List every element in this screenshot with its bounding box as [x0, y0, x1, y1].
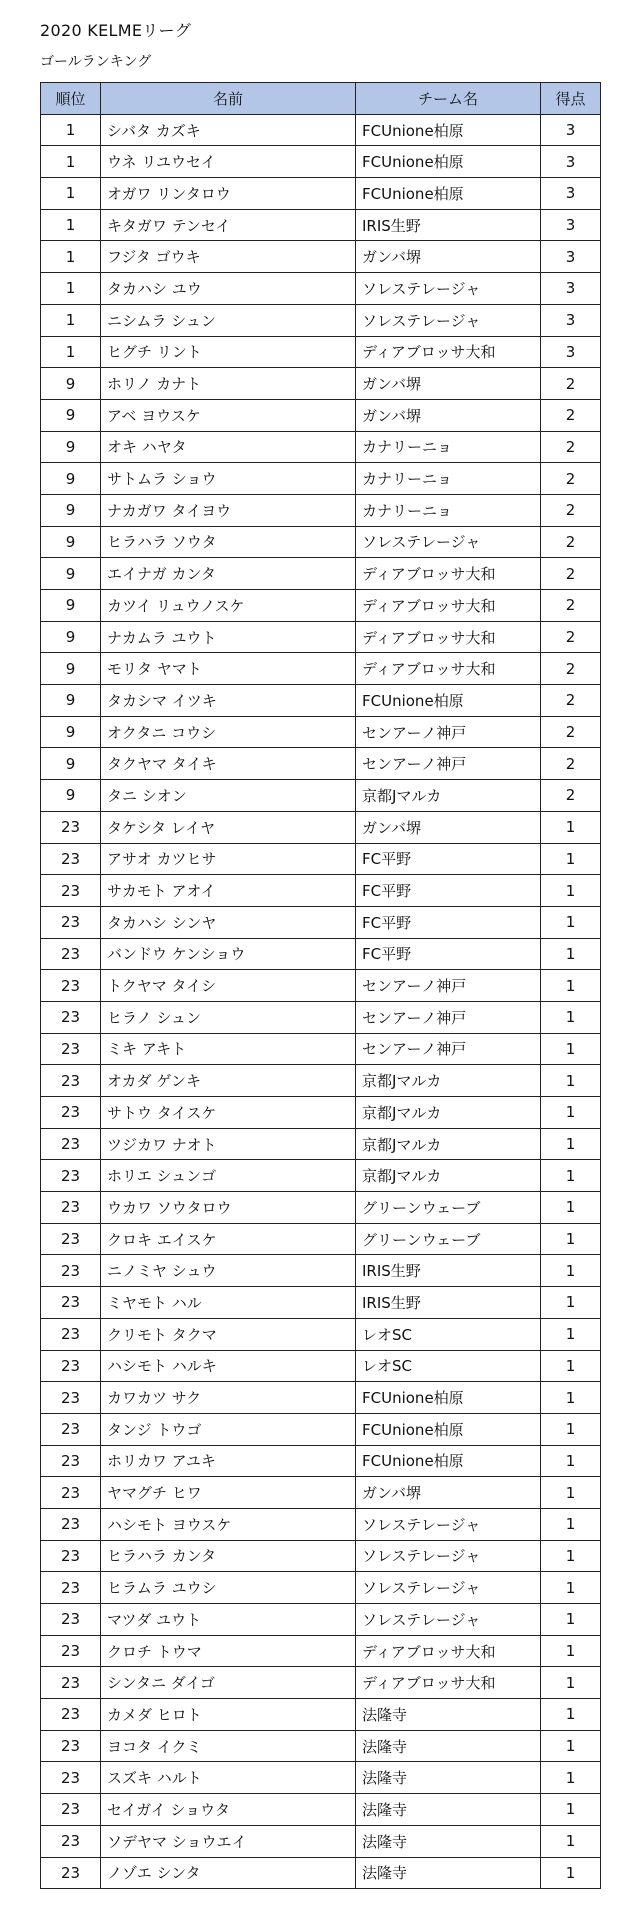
table-row: [41, 1001, 601, 1033]
cell-rank: 9: [41, 685, 101, 717]
cell-rank: 9: [41, 463, 101, 495]
table-row: [41, 558, 601, 590]
table-row: [41, 1318, 601, 1350]
cell-rank: 23: [41, 1318, 101, 1350]
table-row: [41, 1825, 601, 1857]
cell-rank: 23: [41, 1097, 101, 1129]
table-row: [41, 1794, 601, 1826]
cell-rank: 23: [41, 1699, 101, 1731]
cell-player-name: タンジ トウゴ: [101, 1413, 356, 1445]
cell-team-name: ソレステレージャ: [356, 1604, 541, 1636]
cell-player-name: ヤマグチ ヒワ: [101, 1477, 356, 1509]
cell-points: 1: [541, 1033, 601, 1065]
cell-points: 2: [541, 431, 601, 463]
table-row: [41, 970, 601, 1002]
cell-rank: 23: [41, 1255, 101, 1287]
cell-player-name: ハシモト ヨウスケ: [101, 1508, 356, 1540]
cell-rank: 23: [41, 1762, 101, 1794]
cell-team-name: ソレステレージャ: [356, 1508, 541, 1540]
cell-player-name: オキ ハヤタ: [101, 431, 356, 463]
table-row: [41, 146, 601, 178]
cell-player-name: バンドウ ケンショウ: [101, 938, 356, 970]
cell-player-name: タカハシ ユウ: [101, 273, 356, 305]
cell-points: 1: [541, 938, 601, 970]
table-row: [41, 1287, 601, 1319]
cell-player-name: ナカガワ タイヨウ: [101, 494, 356, 526]
cell-team-name: カナリーニョ: [356, 494, 541, 526]
table-row: [41, 685, 601, 717]
cell-player-name: タカハシ シンヤ: [101, 906, 356, 938]
cell-points: 1: [541, 1350, 601, 1382]
table-row: [41, 368, 601, 400]
table-row: [41, 1223, 601, 1255]
cell-rank: 9: [41, 748, 101, 780]
cell-points: 1: [541, 875, 601, 907]
cell-points: 1: [541, 1318, 601, 1350]
cell-rank: 23: [41, 938, 101, 970]
cell-team-name: センアーノ神戸: [356, 716, 541, 748]
cell-rank: 23: [41, 1192, 101, 1224]
cell-points: 1: [541, 1160, 601, 1192]
cell-rank: 23: [41, 1033, 101, 1065]
cell-rank: 9: [41, 780, 101, 812]
cell-team-name: ディアブロッサ大和: [356, 558, 541, 590]
cell-rank: 9: [41, 590, 101, 622]
cell-points: 1: [541, 1730, 601, 1762]
cell-player-name: カワカツ サク: [101, 1382, 356, 1414]
table-row: [41, 716, 601, 748]
table-row: [41, 1128, 601, 1160]
cell-points: 1: [541, 1065, 601, 1097]
header-points: 得点: [541, 83, 601, 115]
cell-player-name: ヒラハラ カンタ: [101, 1540, 356, 1572]
cell-player-name: ミヤモト ハル: [101, 1287, 356, 1319]
cell-team-name: センアーノ神戸: [356, 748, 541, 780]
cell-team-name: ガンバ堺: [356, 368, 541, 400]
cell-team-name: ガンバ堺: [356, 811, 541, 843]
cell-team-name: レオSC: [356, 1318, 541, 1350]
cell-points: 1: [541, 1223, 601, 1255]
cell-points: 2: [541, 716, 601, 748]
cell-rank: 23: [41, 875, 101, 907]
cell-rank: 1: [41, 146, 101, 178]
table-row: [41, 304, 601, 336]
cell-player-name: ヒラハラ ソウタ: [101, 526, 356, 558]
cell-team-name: ディアブロッサ大和: [356, 590, 541, 622]
cell-player-name: クロキ エイスケ: [101, 1223, 356, 1255]
cell-team-name: IRIS生野: [356, 1287, 541, 1319]
table-row: [41, 1350, 601, 1382]
table-row: [41, 843, 601, 875]
cell-team-name: グリーンウェーブ: [356, 1192, 541, 1224]
cell-points: 1: [541, 1825, 601, 1857]
cell-rank: 9: [41, 716, 101, 748]
cell-points: 3: [541, 241, 601, 273]
cell-player-name: ヒラムラ ユウシ: [101, 1572, 356, 1604]
table-row: [41, 653, 601, 685]
cell-player-name: ソデヤマ ショウエイ: [101, 1825, 356, 1857]
table-row: [41, 494, 601, 526]
table-row: [41, 906, 601, 938]
cell-team-name: FC平野: [356, 843, 541, 875]
table-row: [41, 1255, 601, 1287]
table-row: [41, 811, 601, 843]
cell-team-name: FCUnione柏原: [356, 1382, 541, 1414]
cell-team-name: FCUnione柏原: [356, 114, 541, 146]
cell-player-name: クロチ トウマ: [101, 1635, 356, 1667]
cell-player-name: カツイ リュウノスケ: [101, 590, 356, 622]
cell-rank: 23: [41, 1540, 101, 1572]
cell-player-name: シバタ カズキ: [101, 114, 356, 146]
cell-player-name: オガワ リンタロウ: [101, 178, 356, 210]
header-rank: 順位: [41, 83, 101, 115]
cell-team-name: 法隆寺: [356, 1794, 541, 1826]
cell-points: 2: [541, 780, 601, 812]
cell-points: 1: [541, 1255, 601, 1287]
table-row: [41, 1604, 601, 1636]
cell-player-name: アサオ カツヒサ: [101, 843, 356, 875]
table-row: [41, 1477, 601, 1509]
cell-player-name: オカダ ゲンキ: [101, 1065, 356, 1097]
cell-team-name: 京都Jマルカ: [356, 780, 541, 812]
cell-points: 1: [541, 1540, 601, 1572]
cell-player-name: ホリカワ アユキ: [101, 1445, 356, 1477]
cell-player-name: フジタ ゴウキ: [101, 241, 356, 273]
cell-points: 1: [541, 1699, 601, 1731]
table-row: [41, 590, 601, 622]
cell-player-name: トクヤマ タイシ: [101, 970, 356, 1002]
table-row: [41, 431, 601, 463]
cell-points: 2: [541, 621, 601, 653]
cell-player-name: サトウ タイスケ: [101, 1097, 356, 1129]
cell-points: 2: [541, 590, 601, 622]
cell-points: 1: [541, 970, 601, 1002]
cell-player-name: シンタニ ダイゴ: [101, 1667, 356, 1699]
cell-player-name: スズキ ハルト: [101, 1762, 356, 1794]
table-row: [41, 1097, 601, 1129]
header-name: 名前: [101, 83, 356, 115]
table-row: [41, 1508, 601, 1540]
cell-points: 1: [541, 1635, 601, 1667]
table-header-row: [41, 83, 601, 115]
cell-points: 3: [541, 336, 601, 368]
cell-player-name: サトムラ ショウ: [101, 463, 356, 495]
cell-rank: 23: [41, 1350, 101, 1382]
cell-rank: 23: [41, 906, 101, 938]
cell-rank: 1: [41, 304, 101, 336]
cell-points: 1: [541, 1001, 601, 1033]
table-row: [41, 621, 601, 653]
cell-team-name: ディアブロッサ大和: [356, 1635, 541, 1667]
cell-team-name: ソレステレージャ: [356, 273, 541, 305]
cell-team-name: 法隆寺: [356, 1762, 541, 1794]
page-title: 2020 KELMEリーグ: [40, 21, 192, 40]
table-row: [41, 1730, 601, 1762]
table-row: [41, 1413, 601, 1445]
cell-rank: 9: [41, 431, 101, 463]
cell-player-name: ホリノ カナト: [101, 368, 356, 400]
table-row: [41, 1160, 601, 1192]
cell-rank: 23: [41, 1287, 101, 1319]
cell-rank: 23: [41, 1128, 101, 1160]
cell-player-name: ナカムラ ユウト: [101, 621, 356, 653]
cell-points: 1: [541, 843, 601, 875]
table-row: [41, 526, 601, 558]
cell-points: 1: [541, 1572, 601, 1604]
cell-points: 1: [541, 811, 601, 843]
cell-team-name: FCUnione柏原: [356, 685, 541, 717]
cell-rank: 23: [41, 1635, 101, 1667]
cell-team-name: IRIS生野: [356, 1255, 541, 1287]
cell-team-name: FC平野: [356, 906, 541, 938]
cell-rank: 9: [41, 558, 101, 590]
cell-rank: 9: [41, 653, 101, 685]
cell-player-name: エイナガ カンタ: [101, 558, 356, 590]
cell-team-name: ガンバ堺: [356, 1477, 541, 1509]
cell-player-name: アベ ヨウスケ: [101, 399, 356, 431]
table-row: [41, 875, 601, 907]
cell-team-name: ソレステレージャ: [356, 526, 541, 558]
cell-points: 2: [541, 558, 601, 590]
cell-points: 1: [541, 1604, 601, 1636]
cell-player-name: サカモト アオイ: [101, 875, 356, 907]
cell-player-name: キタガワ テンセイ: [101, 209, 356, 241]
cell-points: 2: [541, 653, 601, 685]
cell-player-name: カメダ ヒロト: [101, 1699, 356, 1731]
cell-player-name: ミキ アキト: [101, 1033, 356, 1065]
table-row: [41, 1445, 601, 1477]
cell-rank: 1: [41, 178, 101, 210]
cell-rank: 23: [41, 1825, 101, 1857]
table-row: [41, 1192, 601, 1224]
cell-team-name: ディアブロッサ大和: [356, 336, 541, 368]
cell-team-name: ガンバ堺: [356, 399, 541, 431]
cell-points: 1: [541, 906, 601, 938]
table-row: [41, 780, 601, 812]
cell-team-name: IRIS生野: [356, 209, 541, 241]
table-row: [41, 1065, 601, 1097]
cell-points: 1: [541, 1382, 601, 1414]
cell-rank: 23: [41, 1857, 101, 1889]
cell-team-name: 法隆寺: [356, 1699, 541, 1731]
table-row: [41, 241, 601, 273]
cell-team-name: ディアブロッサ大和: [356, 1667, 541, 1699]
cell-rank: 23: [41, 843, 101, 875]
cell-team-name: 法隆寺: [356, 1825, 541, 1857]
header-team: チーム名: [356, 83, 541, 115]
cell-rank: 1: [41, 209, 101, 241]
cell-rank: 23: [41, 1382, 101, 1414]
cell-player-name: ウカワ ソウタロウ: [101, 1192, 356, 1224]
cell-rank: 23: [41, 1572, 101, 1604]
cell-team-name: FC平野: [356, 875, 541, 907]
table-row: [41, 336, 601, 368]
table-body: [41, 114, 601, 1889]
cell-points: 1: [541, 1413, 601, 1445]
cell-team-name: ディアブロッサ大和: [356, 621, 541, 653]
goal-ranking-table: [40, 82, 601, 1889]
cell-team-name: FC平野: [356, 938, 541, 970]
cell-team-name: 京都Jマルカ: [356, 1097, 541, 1129]
cell-team-name: ソレステレージャ: [356, 1572, 541, 1604]
table-row: [41, 748, 601, 780]
cell-player-name: ハシモト ハルキ: [101, 1350, 356, 1382]
cell-rank: 23: [41, 1413, 101, 1445]
cell-rank: 23: [41, 811, 101, 843]
table-row: [41, 1572, 601, 1604]
cell-rank: 23: [41, 1730, 101, 1762]
cell-team-name: 京都Jマルカ: [356, 1065, 541, 1097]
table-row: [41, 1762, 601, 1794]
page-subtitle: ゴールランキング: [40, 54, 152, 70]
cell-rank: 23: [41, 1508, 101, 1540]
cell-points: 1: [541, 1667, 601, 1699]
cell-points: 3: [541, 209, 601, 241]
cell-rank: 9: [41, 368, 101, 400]
cell-team-name: ソレステレージャ: [356, 1540, 541, 1572]
cell-player-name: ツジカワ ナオト: [101, 1128, 356, 1160]
cell-points: 1: [541, 1192, 601, 1224]
cell-team-name: センアーノ神戸: [356, 1001, 541, 1033]
cell-player-name: タクヤマ タイキ: [101, 748, 356, 780]
table-row: [41, 1033, 601, 1065]
table-row: [41, 1667, 601, 1699]
cell-player-name: タニ シオン: [101, 780, 356, 812]
cell-rank: 23: [41, 1160, 101, 1192]
cell-rank: 23: [41, 1065, 101, 1097]
cell-points: 3: [541, 273, 601, 305]
cell-points: 2: [541, 748, 601, 780]
cell-player-name: タケシタ レイヤ: [101, 811, 356, 843]
cell-points: 1: [541, 1857, 601, 1889]
cell-team-name: ガンバ堺: [356, 241, 541, 273]
cell-team-name: ディアブロッサ大和: [356, 653, 541, 685]
cell-points: 3: [541, 146, 601, 178]
table-row: [41, 1857, 601, 1889]
cell-rank: 9: [41, 526, 101, 558]
cell-team-name: レオSC: [356, 1350, 541, 1382]
cell-points: 2: [541, 463, 601, 495]
cell-rank: 9: [41, 494, 101, 526]
table-row: [41, 1635, 601, 1667]
table-row: [41, 399, 601, 431]
cell-points: 3: [541, 178, 601, 210]
cell-player-name: クリモト タクマ: [101, 1318, 356, 1350]
cell-team-name: グリーンウェーブ: [356, 1223, 541, 1255]
cell-rank: 1: [41, 273, 101, 305]
table-row: [41, 178, 601, 210]
cell-rank: 23: [41, 1667, 101, 1699]
cell-rank: 23: [41, 1794, 101, 1826]
cell-team-name: カナリーニョ: [356, 431, 541, 463]
cell-points: 2: [541, 526, 601, 558]
cell-rank: 23: [41, 1477, 101, 1509]
cell-team-name: センアーノ神戸: [356, 1033, 541, 1065]
cell-team-name: 京都Jマルカ: [356, 1160, 541, 1192]
cell-rank: 1: [41, 336, 101, 368]
cell-player-name: オクタニ コウシ: [101, 716, 356, 748]
cell-rank: 23: [41, 1001, 101, 1033]
cell-rank: 1: [41, 241, 101, 273]
cell-player-name: ホリエ シュンゴ: [101, 1160, 356, 1192]
cell-points: 3: [541, 114, 601, 146]
cell-points: 3: [541, 304, 601, 336]
cell-points: 1: [541, 1794, 601, 1826]
table-row: [41, 114, 601, 146]
table-row: [41, 463, 601, 495]
cell-points: 1: [541, 1287, 601, 1319]
cell-points: 1: [541, 1508, 601, 1540]
cell-points: 1: [541, 1477, 601, 1509]
cell-points: 1: [541, 1097, 601, 1129]
cell-rank: 23: [41, 970, 101, 1002]
table-row: [41, 209, 601, 241]
cell-team-name: ソレステレージャ: [356, 304, 541, 336]
cell-team-name: 法隆寺: [356, 1730, 541, 1762]
cell-rank: 23: [41, 1223, 101, 1255]
cell-team-name: FCUnione柏原: [356, 178, 541, 210]
cell-points: 2: [541, 685, 601, 717]
cell-team-name: カナリーニョ: [356, 463, 541, 495]
cell-player-name: マツダ ユウト: [101, 1604, 356, 1636]
cell-points: 2: [541, 368, 601, 400]
cell-player-name: ニシムラ シュン: [101, 304, 356, 336]
cell-rank: 9: [41, 621, 101, 653]
table-row: [41, 1540, 601, 1572]
cell-points: 1: [541, 1762, 601, 1794]
cell-points: 1: [541, 1445, 601, 1477]
cell-points: 2: [541, 494, 601, 526]
cell-rank: 23: [41, 1604, 101, 1636]
cell-team-name: FCUnione柏原: [356, 1413, 541, 1445]
cell-rank: 1: [41, 114, 101, 146]
cell-player-name: タカシマ イツキ: [101, 685, 356, 717]
cell-player-name: モリタ ヤマト: [101, 653, 356, 685]
cell-player-name: ヒラノ シュン: [101, 1001, 356, 1033]
cell-player-name: ヒグチ リント: [101, 336, 356, 368]
cell-rank: 23: [41, 1445, 101, 1477]
cell-player-name: ノゾエ シンタ: [101, 1857, 356, 1889]
cell-team-name: 京都Jマルカ: [356, 1128, 541, 1160]
table-row: [41, 1699, 601, 1731]
table-row: [41, 1382, 601, 1414]
cell-points: 2: [541, 399, 601, 431]
cell-player-name: ウネ リユウセイ: [101, 146, 356, 178]
cell-points: 1: [541, 1128, 601, 1160]
cell-team-name: センアーノ神戸: [356, 970, 541, 1002]
cell-team-name: 法隆寺: [356, 1857, 541, 1889]
cell-team-name: FCUnione柏原: [356, 1445, 541, 1477]
cell-player-name: セイガイ ショウタ: [101, 1794, 356, 1826]
cell-player-name: ヨコタ イクミ: [101, 1730, 356, 1762]
table-row: [41, 273, 601, 305]
table-row: [41, 938, 601, 970]
cell-team-name: FCUnione柏原: [356, 146, 541, 178]
cell-rank: 9: [41, 399, 101, 431]
cell-player-name: ニノミヤ シュウ: [101, 1255, 356, 1287]
